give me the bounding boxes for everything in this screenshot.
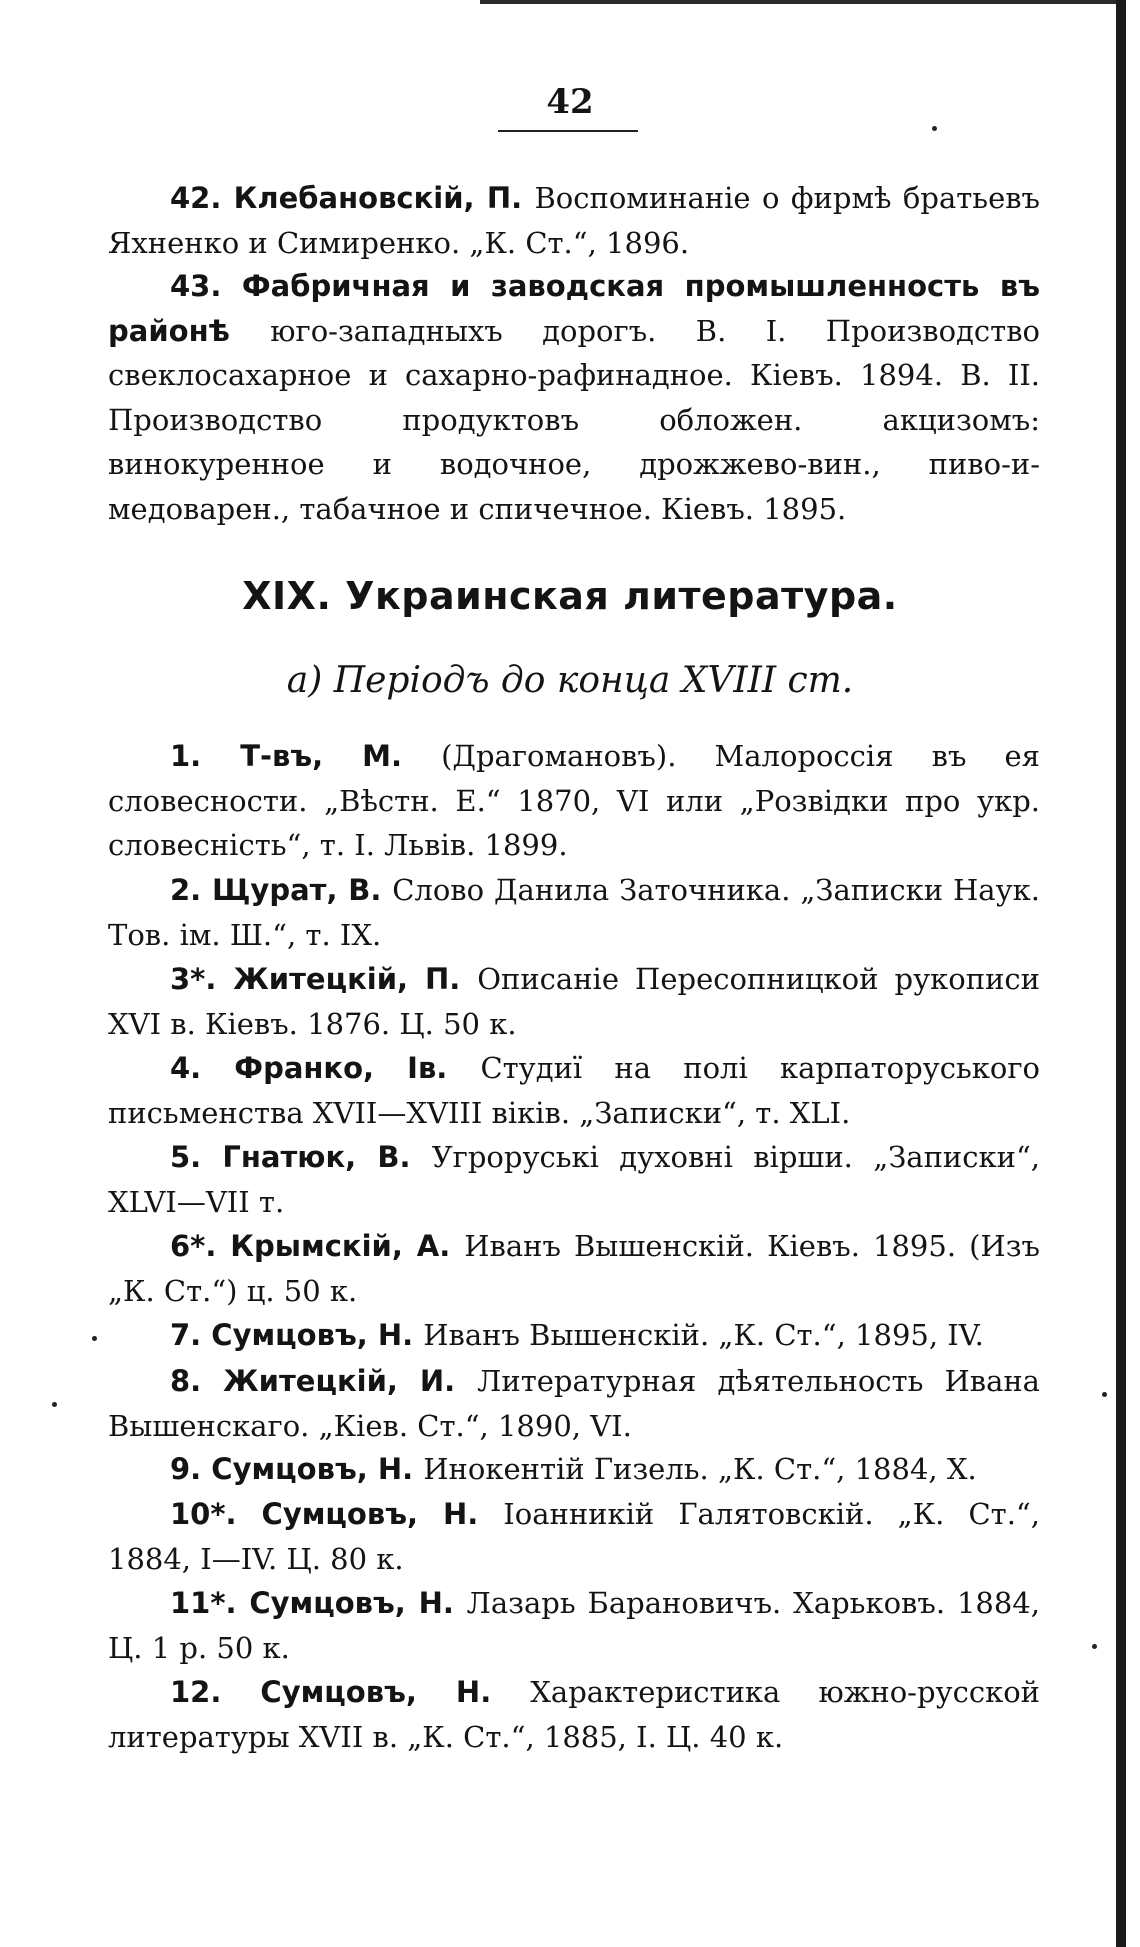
entry-43 — [108, 264, 1040, 531]
list-item — [108, 1359, 1040, 1448]
entry-text: Слово Данила Заточника. „Записки Наук. Тов. ім. Ш.“, т. IX. — [108, 873, 1040, 952]
entry-head: 9. Сумцовъ, Н. — [170, 1452, 414, 1486]
entry-text: Описаніе Пересопницкой рукописи XVI в. Кіевъ. 1876. Ц. 50 к. — [108, 962, 1040, 1041]
entry-head: 1. Т-въ, М. — [170, 739, 403, 773]
entry-head: 8. Житецкій, И. — [170, 1364, 456, 1398]
entry-text: Литературная дѣятельность Ивана Вышенскаго. „Кіев. Ст.“, 1890, VI. — [108, 1364, 1040, 1443]
scan-speck — [92, 1336, 97, 1341]
entry-head: 42. Клебановскій, П. — [170, 181, 523, 215]
entry-head: 7. Сумцовъ, Н. — [170, 1318, 414, 1352]
page-number: 42 — [546, 82, 594, 122]
entry-text: Характеристика южно-русской литературы XVII в. „К. Ст.“, 1885, I. Ц. 40 к. — [108, 1675, 1041, 1754]
subsection-title: а) Періодъ до конца XVIII ст. — [286, 660, 854, 701]
entry-head: 4. Франко, Ів. — [170, 1051, 448, 1085]
entry-head: 5. Гнатюк, В. — [170, 1140, 411, 1174]
list-item — [108, 1670, 1040, 1759]
entry-text: Иванъ Вышенскій. „К. Ст.“, 1895, IV. — [423, 1318, 984, 1352]
entry-text: Воспоминаніе о фирмѣ братьевъ Яхненко и Симиренко. „К. Ст.“, 1896. — [108, 181, 1041, 260]
entry-text: Студиї на полі карпаторуського письменства XVII—XVIII віків. „Записки“, т. XLI. — [108, 1051, 1040, 1130]
scan-speck — [52, 1402, 57, 1407]
list-item — [108, 1492, 1040, 1581]
list-item — [108, 868, 1040, 957]
page-number-rule — [498, 130, 638, 132]
entry-text: Инокентій Гизель. „К. Ст.“, 1884, X. — [423, 1452, 977, 1486]
list-item — [108, 1135, 1040, 1224]
entry-head: 12. Сумцовъ, Н. — [170, 1675, 492, 1709]
list-item — [108, 957, 1040, 1046]
list-item — [108, 1046, 1040, 1135]
list-item — [108, 1313, 1040, 1358]
entry-text: (Драгомановъ). Малороссія въ ея словесности. „Вѣстн. Е.“ 1870, VI или „Розвідки про укр. словесність“, т. I. Львів. 1899. — [108, 739, 1040, 862]
entry-head: 6*. Крымскій, А. — [170, 1229, 451, 1263]
list-item — [108, 1581, 1040, 1670]
entry-head: 11*. Сумцовъ, Н. — [170, 1586, 454, 1620]
list-item — [108, 1224, 1040, 1313]
entry-text: Угроруські духовні вірши. „Записки“, XLVI—VII т. — [108, 1140, 1040, 1219]
list-item — [108, 734, 1040, 868]
scan-speck — [1102, 1392, 1107, 1397]
section-title: XIX. Украинская литература. — [242, 574, 898, 618]
scan-speck — [1092, 1644, 1097, 1649]
page-right-edge — [1116, 0, 1126, 1947]
entry-head: 3*. Житецкій, П. — [170, 962, 461, 996]
entry-head: 10*. Сумцовъ, Н. — [170, 1497, 479, 1531]
page-top-edge — [480, 0, 1126, 4]
list-item — [108, 1447, 1040, 1492]
entry-text: Иванъ Вышенскій. Кіевъ. 1895. (Изъ „К. Ст.“) ц. 50 к. — [108, 1229, 1040, 1308]
entry-42 — [108, 176, 1040, 265]
scan-speck — [932, 126, 937, 131]
entry-text: Іоанникій Галятовскій. „К. Ст.“, 1884, I—IV. Ц. 80 к. — [108, 1497, 1040, 1576]
entry-text: Лазарь Барановичъ. Харьковъ. 1884, Ц. 1 р. 50 к. — [108, 1586, 1040, 1665]
entry-text: юго-западныхъ дорогъ. В. I. Производство свеклосахарное и сахарно-рафинадное. Кіевъ. 1894. В. II. Производство продуктовъ обложен. акцизомъ: винокуренное и водочное, дрожжево-вин., пиво-и-медоварен., табачное и спичечное. Кіевъ. 1895. — [108, 313, 1040, 526]
entry-head: 43. Фабричная и заводская промышленность въ районѣ — [108, 269, 1040, 348]
entry-head: 2. Щурат, В. — [170, 873, 382, 907]
